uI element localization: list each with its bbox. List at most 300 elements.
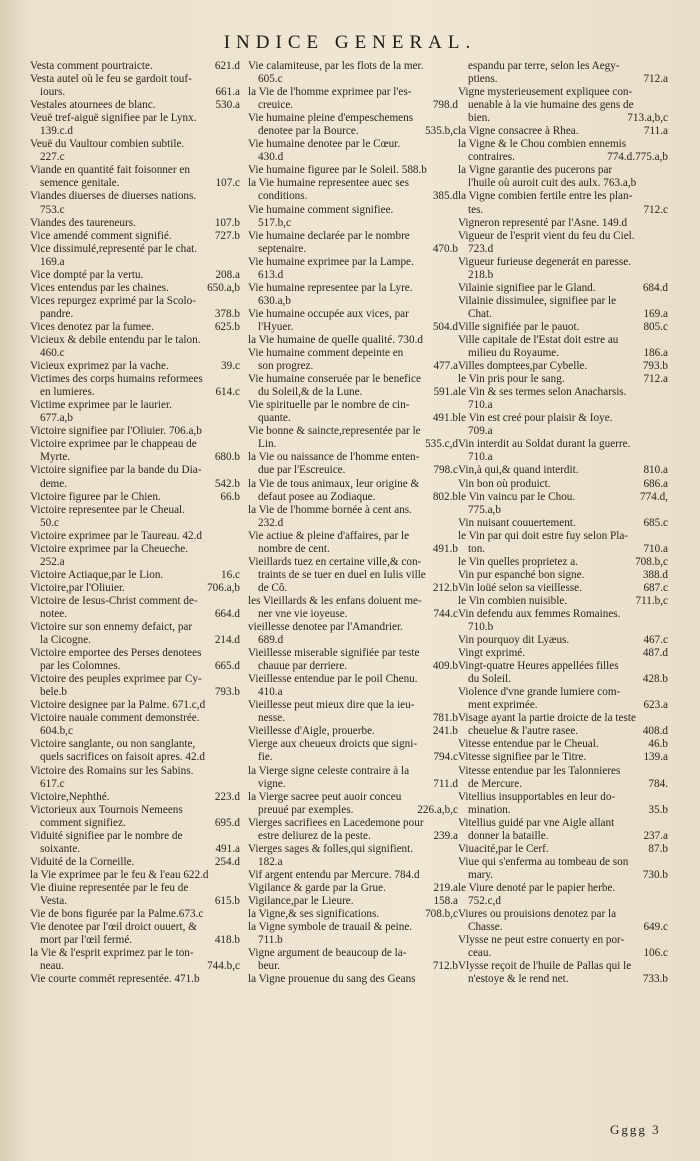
entry-text: estre deliurez de la peste. (258, 829, 371, 842)
entry-text: Victoire des Romains sur les Sabins. (30, 764, 194, 777)
index-entry-line (458, 647, 668, 660)
entry-text: Victoire representee par le Cheual. (30, 503, 185, 516)
entry-page-ref: 712.a (643, 373, 668, 386)
index-entry-line (248, 386, 458, 399)
index-entry-line (30, 451, 240, 464)
index-entry-line (30, 595, 240, 608)
entry-text: la Cicogne. (40, 634, 91, 647)
index-entry-line (30, 582, 240, 595)
entry-page-ref (236, 243, 240, 256)
index-entry-line (458, 321, 668, 334)
index-entry-line (248, 204, 458, 217)
index-entry-line (248, 960, 458, 973)
entry-page-ref (664, 256, 668, 269)
entry-page-ref: 491.b (432, 542, 458, 555)
entry-page-ref (664, 138, 668, 151)
index-entry-line (248, 934, 458, 947)
entry-text: Vie spirituelle par le nombre de cin- (248, 399, 410, 412)
entry-page-ref: 665.d (214, 660, 240, 673)
index-entry-line (248, 243, 458, 256)
entry-page-ref (664, 295, 668, 308)
entry-page-ref (236, 464, 240, 477)
index-entry-line (30, 778, 240, 791)
entry-text: contraires. (468, 151, 515, 164)
index-entry-line (248, 908, 458, 921)
index-entry-line (458, 673, 668, 686)
entry-page-ref (664, 334, 668, 347)
index-entry-line (30, 256, 240, 269)
entry-page-ref: 615.b (214, 895, 240, 907)
entry-text: comment signifiez. (40, 816, 126, 829)
entry-text: Vicieux exprimez par la vache. (30, 360, 169, 373)
entry-text: bien. (468, 112, 491, 125)
index-entry-line (458, 478, 668, 491)
index-entry-line (248, 190, 458, 203)
entry-text: semence genitale. (40, 177, 120, 190)
index-entry-line (30, 282, 240, 295)
entry-page-ref: 46.b (648, 738, 668, 751)
index-entry-line (458, 138, 668, 151)
entry-text: Vices entendus par les chaines. (30, 281, 169, 294)
entry-text: deme. (40, 477, 68, 490)
index-entry-line (248, 778, 458, 791)
index-entry-line (458, 386, 668, 399)
entry-page-ref: 223.d (214, 790, 240, 803)
entry-page-ref: 798.d (432, 99, 458, 112)
entry-text: tes. (468, 203, 484, 216)
entry-page-ref (664, 438, 668, 451)
entry-page-ref: 708.b,c (635, 555, 668, 568)
index-entry-line (458, 556, 668, 569)
index-entry-line (458, 582, 668, 595)
entry-text: Vilainie dissimulee, signifiee par le (458, 294, 617, 307)
entry-text: Vesta comment pourtraicte. (30, 60, 153, 72)
index-column-middle (248, 60, 458, 986)
index-entry-line (248, 491, 458, 504)
entry-text: les Vieillards & les enfans doiuent me- (248, 594, 422, 607)
index-entry-line (30, 438, 240, 451)
entry-text: Vitesse signifiee par le Titre. (458, 751, 587, 764)
index-entry-line (30, 347, 240, 360)
entry-text: Vin nuisant couuertement. (458, 516, 576, 529)
entry-page-ref (236, 882, 240, 895)
index-entry-line (30, 621, 240, 634)
entry-page-ref (236, 712, 240, 725)
entry-text: Vigueur de l'esprit vient du feu du Ciel. (458, 229, 635, 242)
index-entry-line (458, 543, 668, 556)
entry-page-ref (664, 399, 668, 412)
entry-page-ref: 535.b,c (425, 125, 458, 138)
entry-text: Myrte. (40, 451, 71, 464)
entry-text: Vie courte commét representée. 471.b (30, 973, 200, 986)
index-entry-line (248, 412, 458, 425)
index-entry-line (248, 738, 458, 751)
entry-text: Vices repurgez exprimé par la Scolo- (30, 294, 196, 307)
entry-page-ref (236, 947, 240, 960)
index-entry-line (248, 164, 458, 177)
index-entry-line (30, 882, 240, 895)
entry-text: le Vin par qui doit estre fuy selon Pla- (458, 529, 629, 542)
index-entry-line (458, 464, 668, 477)
index-entry-line (458, 699, 668, 712)
entry-page-ref (664, 934, 668, 947)
index-entry-line (30, 138, 240, 151)
entry-text: par les Colomnes. (40, 660, 121, 673)
index-entry-line (30, 60, 240, 73)
index-entry-line (458, 634, 668, 647)
entry-text: Vin loüé selon sa vieillesse. (458, 581, 582, 594)
entry-text: Vin,à qui,& quand interdit. (458, 464, 579, 477)
index-entry-line (458, 73, 668, 86)
entry-page-ref: 219.a (433, 881, 458, 894)
entry-text: beur. (258, 960, 281, 973)
entry-text: mary. (468, 868, 494, 881)
entry-text: donner la bataille. (468, 829, 549, 842)
index-entry-line (248, 373, 458, 386)
entry-page-ref: 467.c (643, 634, 668, 647)
index-entry-line (30, 947, 240, 960)
entry-page-ref (664, 908, 668, 921)
entry-text: Victoire,par l'Oliuier. (30, 581, 125, 594)
entry-text: Violence d'vne grande lumiere com- (458, 686, 621, 699)
index-entry-line (30, 204, 240, 217)
index-entry-line (458, 60, 668, 73)
entry-page-ref: 66.b (220, 490, 240, 503)
entry-page-ref (236, 164, 240, 177)
entry-text: Vie humaine comment depeinte en (248, 347, 404, 360)
entry-text: 460.c (40, 347, 65, 360)
entry-page-ref (236, 504, 240, 517)
entry-page-ref (236, 765, 240, 778)
entry-text: nesse. (258, 712, 286, 725)
entry-text: espandu par terre, selon les Aegy- (468, 60, 620, 72)
entry-text: Vie actiue & pleine d'affaires, par le (248, 529, 410, 542)
entry-text: due par l'Escreuice. (258, 464, 346, 477)
index-entry-line (30, 86, 240, 99)
entry-page-ref (236, 112, 240, 125)
entry-text: Vin bon où produict. (458, 477, 551, 490)
entry-text: Vie humaine declarée par le nombre (248, 229, 410, 242)
entry-text: 752.c,d (468, 895, 501, 907)
index-entry-line (458, 112, 668, 125)
entry-text: la Vigne prouenue du sang des Geans (248, 973, 416, 986)
index-entry-line (30, 399, 240, 412)
entry-page-ref (236, 973, 240, 986)
entry-text: 169.a (40, 255, 65, 268)
index-entry-line (30, 804, 240, 817)
entry-page-ref: 107.c (215, 177, 240, 190)
entry-text: 218.b (468, 268, 494, 281)
index-entry-line (30, 151, 240, 164)
entry-text: Victorieux aux Tournois Nemeens (30, 803, 183, 816)
index-entry-line (458, 190, 668, 203)
entry-text: quante. (258, 412, 291, 425)
entry-page-ref (664, 712, 668, 725)
index-entry-line (248, 804, 458, 817)
entry-text: Viandes des taureneurs. (30, 216, 136, 229)
entry-text: Vitesse entendue par le Cheual. (458, 738, 599, 751)
index-entry-line (248, 282, 458, 295)
index-entry-line (248, 73, 458, 86)
entry-text: nombre de cent. (258, 542, 330, 555)
entry-page-ref: 378.b (214, 307, 240, 320)
index-entry-line (458, 308, 668, 321)
index-entry-line (458, 569, 668, 582)
entry-text: Vin pourquoy dit Lyæus. (458, 634, 570, 647)
index-entry-line (30, 412, 240, 425)
entry-text: Vie calamiteuse, par les flots de la mer. (248, 60, 424, 72)
entry-page-ref (664, 621, 668, 634)
entry-text: ner vne vie ioyeuse. (258, 607, 348, 620)
index-entry-line (248, 478, 458, 491)
entry-text: Vigne mysterieusement expliquee con- (458, 86, 633, 99)
index-entry-line (248, 125, 458, 138)
entry-text: Vin pur espanché bon signe. (458, 568, 585, 581)
index-entry-line (30, 712, 240, 725)
entry-text: Vlysse ne peut estre conuerty en por- (458, 934, 625, 947)
index-entry-line (30, 269, 240, 282)
index-entry-line (248, 399, 458, 412)
entry-page-ref: 428.b (642, 673, 668, 686)
entry-text: 753.c (40, 203, 65, 216)
entry-text: Vilainie signifiee par le Gland. (458, 281, 596, 294)
index-entry-line (458, 217, 668, 230)
index-entry-line (248, 621, 458, 634)
index-entry-line (458, 778, 668, 791)
entry-page-ref: 649.c (643, 921, 668, 934)
entry-text: Vierge aux cheueux droicts que signi- (248, 738, 418, 751)
entry-page-ref (236, 621, 240, 634)
index-entry-line (30, 190, 240, 203)
entry-text: uenable à la vie humaine des gens de (468, 99, 634, 112)
entry-text: vigne. (258, 777, 286, 790)
index-entry-line (458, 295, 668, 308)
entry-page-ref: 491.b (432, 412, 458, 425)
entry-page-ref: 504.d (432, 320, 458, 333)
index-entry-line (458, 869, 668, 882)
entry-text: creuice. (258, 99, 294, 112)
entry-text: bele.b (40, 686, 68, 699)
entry-text: 50.c (40, 516, 59, 529)
index-entry-line (248, 830, 458, 843)
entry-page-ref (236, 751, 240, 764)
entry-page-ref: 684.d (642, 281, 668, 294)
index-entry-line (30, 464, 240, 477)
index-entry-line (458, 725, 668, 738)
entry-page-ref: 408.d (642, 725, 668, 738)
entry-page-ref: 781.b (432, 712, 458, 725)
index-entry-line (30, 230, 240, 243)
entry-text: en lumieres. (40, 386, 95, 399)
entry-page-ref (236, 412, 240, 425)
entry-text: la Vie de l'homme bornée à cent ans. (248, 503, 412, 516)
entry-text: cheuelue & l'autre rasee. (468, 725, 579, 738)
entry-text: denotee par la Bource. (258, 125, 359, 138)
index-entry-line (458, 230, 668, 243)
index-entry-line (458, 947, 668, 960)
entry-text: Visage ayant la partie droicte de la teste (458, 712, 636, 725)
index-entry-line (248, 425, 458, 438)
entry-text: soixante. (40, 842, 81, 855)
entry-text: Victoire signifiee par la bande du Dia- (30, 464, 202, 477)
entry-page-ref (236, 73, 240, 86)
entry-text: Vice dompté par la vertu. (30, 268, 144, 281)
index-column-left (30, 60, 240, 986)
entry-text: Vlysse reçoit de l'huile de Pallas qui le (458, 960, 632, 973)
entry-text: Victoire signifiee par l'Oliuier. 706.a,b (30, 425, 202, 438)
entry-text: preuué par exemples. (258, 803, 354, 816)
entry-page-ref (236, 908, 240, 921)
entry-page-ref: 542.b (214, 477, 240, 490)
entry-text: Vice amendé comment signifié. (30, 229, 172, 242)
entry-text: 604.b,c (40, 725, 73, 738)
index-entry-line (458, 425, 668, 438)
entry-page-ref: 744.c (433, 607, 458, 620)
entry-page-ref: 491.a (215, 842, 240, 855)
index-entry-line (248, 843, 458, 856)
index-entry-line (30, 125, 240, 138)
entry-page-ref (236, 699, 240, 712)
index-entry-line (248, 308, 458, 321)
entry-text: Chat. (468, 307, 492, 320)
entry-page-ref (236, 921, 240, 934)
entry-text: 182.a (258, 855, 283, 868)
index-entry-line (248, 334, 458, 347)
entry-page-ref (236, 869, 240, 882)
index-entry-line (248, 817, 458, 830)
index-entry-line (458, 256, 668, 269)
entry-text: traints de se tuer en duel en Iulis ville (258, 568, 426, 581)
entry-page-ref: 774.d.775.a,b (607, 151, 668, 164)
entry-text: iours. (40, 86, 66, 99)
index-entry-line (30, 569, 240, 582)
entry-page-ref: 793.b (214, 686, 240, 699)
entry-page-ref: 794.c (433, 751, 458, 764)
entry-page-ref: 774.d, (640, 490, 668, 503)
entry-text: la Vie humaine de quelle qualité. 730.d (248, 333, 423, 346)
entry-page-ref (236, 830, 240, 843)
index-entry-line (248, 60, 458, 73)
entry-text: Vie bonne & saincte,representée par le (248, 425, 421, 438)
entry-page-ref (664, 608, 668, 621)
entry-page-ref: 16.c (221, 568, 240, 581)
entry-page-ref (664, 386, 668, 399)
entry-text: neau. (40, 960, 64, 973)
entry-text: Lin. (258, 438, 277, 451)
index-entry-line (248, 686, 458, 699)
entry-text: n'estoye & le rend net. (468, 973, 569, 986)
index-entry-line (458, 504, 668, 517)
index-entry-line (458, 347, 668, 360)
index-entry-line (30, 921, 240, 934)
entry-page-ref: 695.d (214, 816, 240, 829)
entry-text: Vitesse entendue par les Talonnieres (458, 764, 621, 777)
entry-text: 139.c.d (40, 125, 73, 138)
index-entry-line (30, 908, 240, 921)
index-entry-line (30, 99, 240, 112)
index-entry-line (248, 973, 458, 986)
entry-page-ref: 680.b (214, 451, 240, 464)
index-entry-line (30, 856, 240, 869)
entry-page-ref (236, 804, 240, 817)
index-entry-line (248, 725, 458, 738)
entry-page-ref (236, 647, 240, 660)
index-entry-line (248, 86, 458, 99)
entry-text: Vif argent entendu par Mercure. 784.d (248, 868, 420, 881)
index-entry-line (30, 530, 240, 543)
entry-page-ref: 664.d (214, 607, 240, 620)
entry-text: ceau. (468, 947, 492, 960)
index-entry-line (248, 517, 458, 530)
entry-text: l'Hyuer. (258, 320, 294, 333)
entry-text: 232.d (258, 516, 284, 529)
index-entry-line (30, 686, 240, 699)
entry-page-ref: 409.b (432, 660, 458, 673)
index-entry-line (458, 621, 668, 634)
entry-page-ref (664, 99, 668, 112)
index-entry-line (458, 517, 668, 530)
entry-text: la Vie de tous animaux, leur origine & (248, 477, 420, 490)
entry-text: mort par l'œil fermé. (40, 934, 133, 947)
entry-text: quels sacrifices on faisoit apres. 42.d (40, 751, 205, 764)
entry-page-ref: 708.b,c (425, 908, 458, 921)
entry-text: Vie humaine occupée aux vices, par (248, 307, 409, 320)
entry-text: Vie humaine pleine d'empeschemens (248, 112, 414, 125)
entry-page-ref: 591.a (433, 386, 458, 399)
entry-text: de Mercure. (468, 777, 523, 790)
entry-text: 710.b (468, 621, 494, 634)
entry-page-ref: 621.d (214, 60, 240, 72)
entry-page-ref: 254.d (214, 855, 240, 868)
entry-text: la Vie de l'homme exprimee par l'es- (248, 86, 412, 99)
entry-page-ref: 711.b,c (635, 594, 668, 607)
entry-page-ref: 712.c (643, 203, 668, 216)
entry-text: Victoire sanglante, ou non sanglante, (30, 738, 196, 751)
entry-text: Viduité de la Corneille. (30, 855, 135, 868)
entry-page-ref: 661.a (215, 86, 240, 99)
index-entry-line (248, 360, 458, 373)
index-entry-line (30, 738, 240, 751)
entry-text: la Vigne & le Chou combien ennemis (458, 138, 627, 151)
index-entry-line (30, 647, 240, 660)
entry-page-ref (236, 151, 240, 164)
entry-page-ref: 712.b (432, 960, 458, 973)
entry-page-ref: 212.b (432, 581, 458, 594)
index-entry-line (458, 973, 668, 986)
entry-page-ref: 614.c (215, 386, 240, 399)
index-entry-line (248, 138, 458, 151)
entry-text: Victimes des corps humains reformees (30, 373, 203, 386)
entry-text: la Vigne,& ses significations. (248, 908, 380, 921)
index-entry-line (30, 543, 240, 556)
entry-text: Viures ou prouisions denotez par la (458, 908, 617, 921)
entry-page-ref (664, 60, 668, 73)
entry-text: 677.a,b (40, 412, 73, 425)
index-entry-line (30, 217, 240, 230)
entry-text: Victoire Actiaque,par le Lion. (30, 568, 164, 581)
index-entry-line (248, 856, 458, 869)
entry-page-ref: 239.a (433, 829, 458, 842)
entry-text: Villes domptees,par Cybelle. (458, 360, 588, 373)
entry-text: Victoire nauale comment demonstrée. (30, 712, 200, 725)
entry-page-ref: 685.c (643, 516, 668, 529)
entry-page-ref (236, 256, 240, 269)
index-entry-line (458, 738, 668, 751)
entry-text: Vieillesse peut mieux dire que la ieu- (248, 699, 415, 712)
entry-page-ref: 241.b (432, 725, 458, 738)
entry-text: 711.b (258, 934, 283, 947)
entry-page-ref: 208.a (215, 268, 240, 281)
